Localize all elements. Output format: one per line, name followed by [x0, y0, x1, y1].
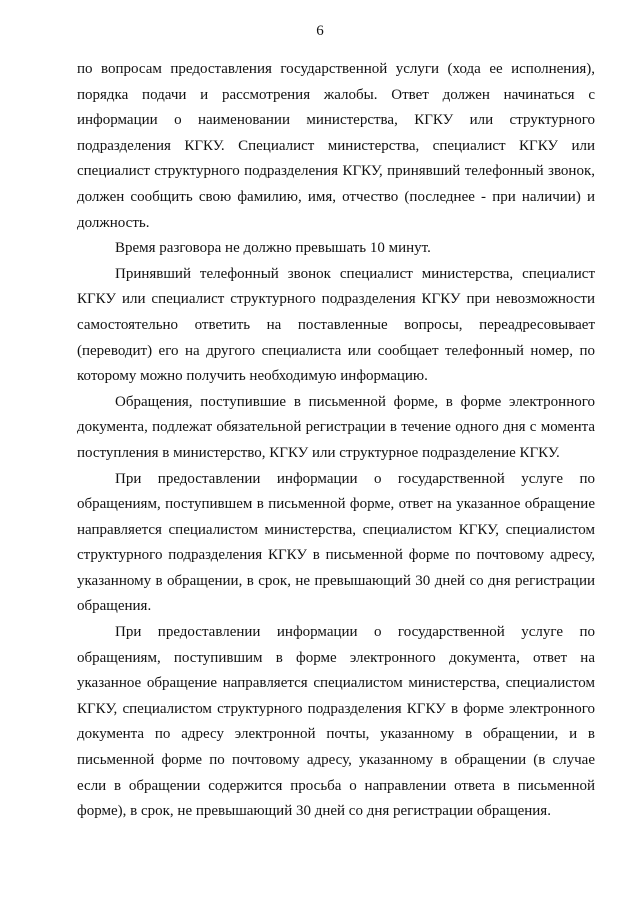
page-number: 6 — [316, 23, 324, 39]
paragraph-5: При предоставлении информации о государственной услуге по обращениям, поступившем в письменной форме, ответ на указанное обращение направляется специалистом министерства, специалистом КГКУ, специалистом структурного подразделения КГКУ в письменной форме по почтовому адресу, указанному в обращении, в срок, не превышающий 30 дней со дня регистрации обращения. — [77, 470, 595, 615]
document-body — [77, 57, 595, 825]
paragraph-4: Обращения, поступившие в письменной форме, в форме электронного документа, подлежат обязательной регистрации в течение одного дня с момента поступления в министерство, КГКУ или структурное подразделение КГКУ. — [77, 393, 595, 461]
paragraph-1: по вопросам предоставления государственной услуги (хода ее исполнения), порядка подачи и рассмотрения жалобы. Ответ должен начинаться с информации о наименовании министерства, КГКУ или структурного подразделения КГКУ. Специалист министерства, специалист КГКУ или специалист структурного подразделения КГКУ, принявший телефонный звонок, должен сообщить свою фамилию, имя, отчество (последнее - при наличии) и должность. — [77, 61, 595, 231]
paragraph-3: Принявший телефонный звонок специалист министерства, специалист КГКУ или специалист структурного подразделения КГКУ при невозможности самостоятельно ответить на поставленные вопросы, переадресовывает (переводит) его на другого специалиста или сообщает телефонный номер, по которому можно получить необходимую информацию. — [77, 265, 595, 385]
paragraph-6: При предоставлении информации о государственной услуге по обращениям, поступившим в форме электронного документа, ответ на указанное обращение направляется специалистом министерства, специалистом КГКУ, специалистом структурного подразделения КГКУ в форме электронного документа по адресу электронной почты, указанному в обращении, и в письменной форме по почтовому адресу, указанному в обращении (в случае если в обращении содержится просьба о направлении ответа в письменной форме), в срок, не превышающий 30 дней со дня регистрации обращения. — [77, 624, 595, 820]
paragraph-2: Время разговора не должно превышать 10 минут. — [115, 240, 431, 257]
